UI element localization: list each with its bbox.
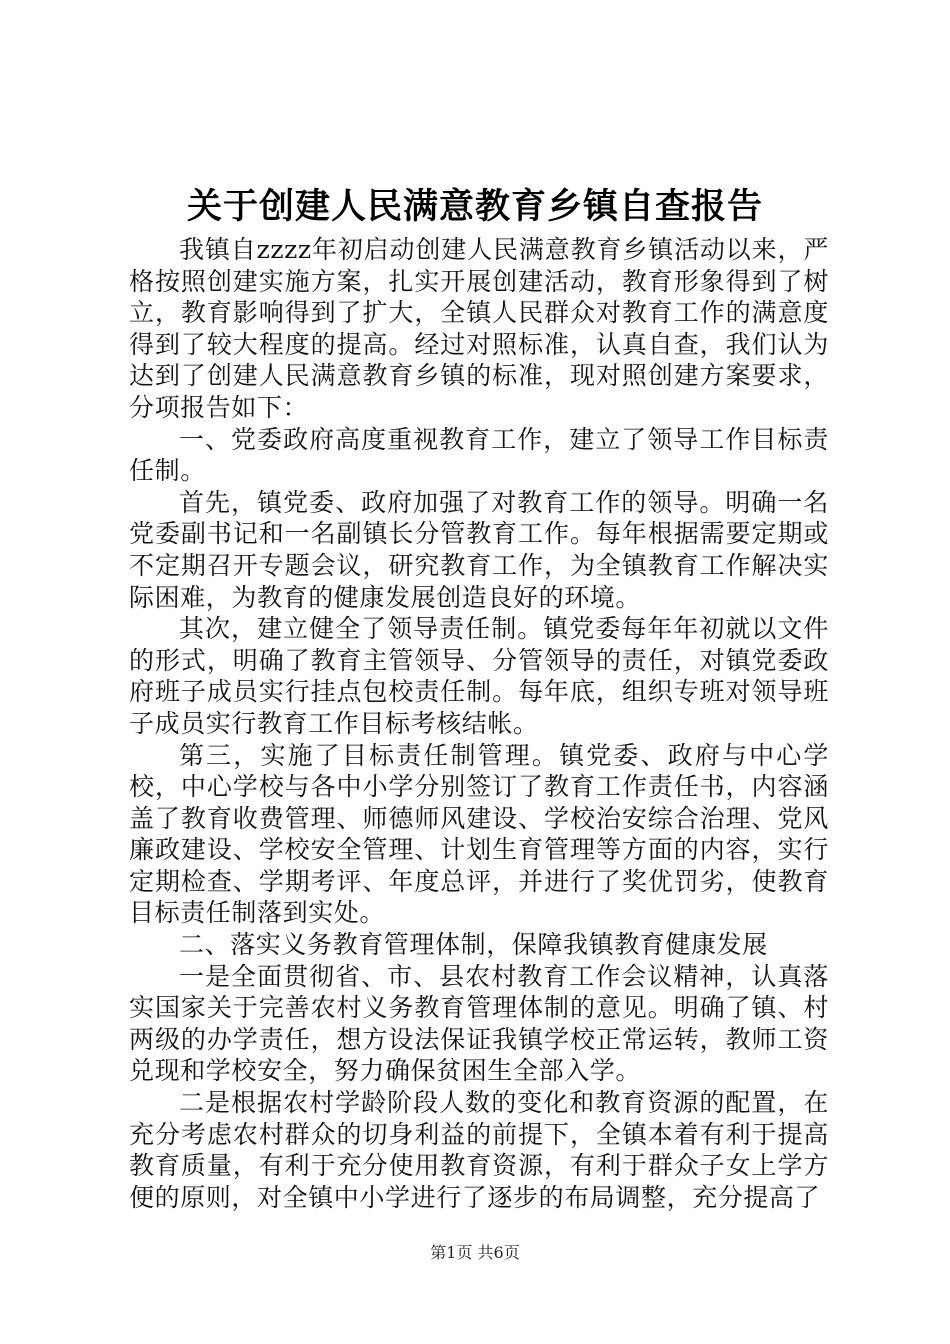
section-heading-2: 二、落实义务教育管理体制，保障我镇教育健康发展 xyxy=(179,930,768,960)
paragraph-intro: 我镇自zzzz年初启动创建人民满意教育乡镇活动以来，严格按照创建实施方案，扎实开展创建活动，教育形象得到了树立，教育影响得到了扩大，全镇人民群众对教育工作的满意度得到了较大程度的提高。经过对照标准，认真自查，我们认为达到了创建人民满意教育乡镇的标准，现对照创建方案要求，分项报告如下： xyxy=(129,235,829,422)
document-title: 关于创建人民满意教育乡镇自查报告 xyxy=(186,187,763,227)
paragraph-first: 首先，镇党委、政府加强了对教育工作的领导。明确一名党委副书记和一名副镇长分管教育工作。每年根据需要定期或不定期召开专题会议，研究教育工作，为全镇教育工作解决实际困难，为教育的健康发展创造良好的环境。 xyxy=(129,487,829,612)
paragraph-item-one: 一是全面贯彻省、市、县农村教育工作会议精神，认真落实国家关于完善农村义务教育管理体制的意见。明确了镇、村两级的办学责任，想方设法保证我镇学校正常运转，教师工资兑现和学校安全，努力确保贫困生全部入学。 xyxy=(129,961,829,1086)
page-number-footer: 第1页 共6页 xyxy=(430,1243,520,1262)
paragraph-third: 第三，实施了目标责任制管理。镇党委、政府与中心学校，中心学校与各中小学分别签订了教育工作责任书，内容涵盖了教育收费管理、师德师风建设、学校治安综合治理、党风廉政建设、学校安全管理、计划生育管理等方面的内容，实行定期检查、学期考评、年度总评，并进行了奖优罚劣，使教育目标责任制落到实处。 xyxy=(129,740,829,928)
section-heading-1: 一、党委政府高度重视教育工作，建立了领导工作目标责任制。 xyxy=(129,424,829,486)
paragraph-second: 其次，建立健全了领导责任制。镇党委每年年初就以文件的形式，明确了教育主管领导、分管领导的责任，对镇党委政府班子成员实行挂点包校责任制。每年底，组织专班对领导班子成员实行教育工作目标考核结帐。 xyxy=(129,614,829,738)
paragraph-item-two: 二是根据农村学龄阶段人数的变化和教育资源的配置，在充分考虑农村群众的切身利益的前提下，全镇本着有利于提高教育质量，有利于充分使用教育资源，有利于群众子女上学方便的原则，对全镇中小学进行了逐步的布局调整，充分提高了 xyxy=(129,1088,829,1212)
document-body xyxy=(129,234,829,1213)
